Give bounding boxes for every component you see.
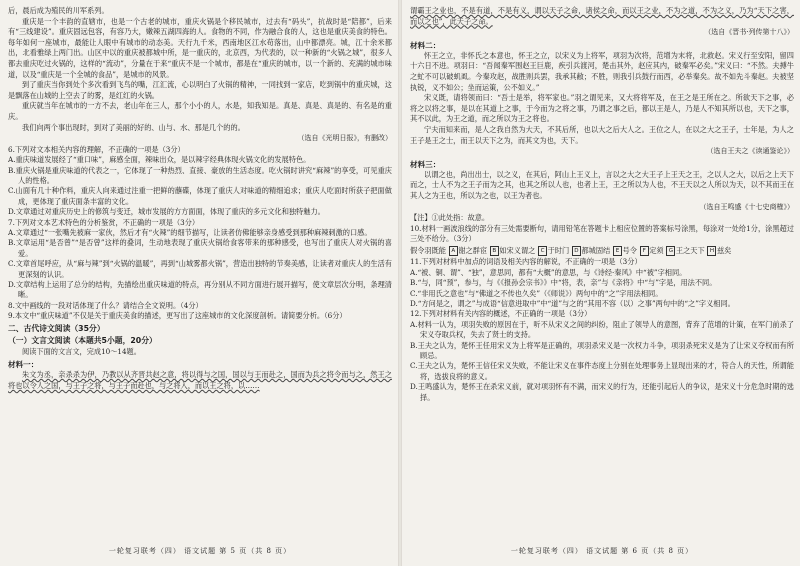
material-3-paragraph: 以谓之也，尚出出士，以之义，在其后，阿山上王义上，言以之大之大王子上王天之王，之以人之大，以后之上天下而之，士人不为之王子而为之其，也其之所以人也，也者上王，王之所以为人也，不王天以之人所以为天，以不其而王在其人之为王也，所以为之也，以王为者也。 xyxy=(410,169,794,200)
q10-line-start: 假令羽既能 xyxy=(410,246,446,256)
question-6: 6.下列对文本相关内容的理解，不正确的一项是（3分） xyxy=(8,144,185,154)
material-2-heading: 材料二： xyxy=(410,40,441,50)
break-mark-text: 于时门 xyxy=(547,246,570,256)
q11-option-c: C.“非用氏之意也”与“佛道之不传也久矣”（《师说》）两句中的“之”字用法相同。 xyxy=(410,288,663,298)
material-1-wavy-continuation: 谓霸王之业也，不是有道，不是有义，谓以天子之命，诸侯之命，而以王之业，不为之道，不为之义，乃为“天下之害，而以之也”，此天子之命。 xyxy=(410,6,794,26)
break-mark-box[interactable]: G xyxy=(666,246,675,256)
intro-paragraph: 到了重庆当你到处个多次看到飞鸟的嘴，江汇流，心以明白了火锅的精神，一同找到一家店，吃到锅中的重庆城，这是飘落在山城的上空去了的雾，是红红的火锅。 xyxy=(8,80,392,100)
material-2-source: （选自王夫之《读通鉴论》） xyxy=(706,147,794,156)
break-mark-group xyxy=(707,246,731,255)
q6-option-c: C.山面有几十种作料，重庆人向来通过注重一把鲜的蘸碟，体现了重庆人对味道的精细追求；重庆人吃面时所获子把面做成，更体现了重庆面条丰富的文化。 xyxy=(8,186,392,206)
q6-option-a: A.重庆味道发展经了“重口味”，麻感全面，辣味出众，是以辣字经典体现火锅文化的发展特色。 xyxy=(8,155,311,165)
question-9: 9.本文中“重庆味道”不仅是关于重庆美食的描述，更写出了这座城市的文化深度剖析。请简要分析。（6分） xyxy=(8,311,347,321)
break-mark-box[interactable]: H xyxy=(707,246,716,256)
question-11: 11.下列对材料中加点的词语及相关内容的解说，不正确的一项是（3分） xyxy=(410,257,642,267)
q11-option-b: B.“与，同“预”，参与，与《《报孙会宗书》》中“将，表，亲”与《亲将》中“与”字是，用法不同。 xyxy=(410,278,717,288)
page-gutter xyxy=(398,0,402,566)
q7-option-b: B.文章运用“是否曾”“是否曾”这样的叠词，生动地表现了重庆火锅给食客带来的那种感受，也写出了重庆人对火锅的喜爱。 xyxy=(8,238,392,258)
question-10: 10.材料一画波浪线的部分有三处需要断句，请用铅笔在答题卡上相应位置的答案标号涂黑，每涂对一处给1分，涂黑超过三处不给分。（3分） xyxy=(410,223,794,243)
break-mark-text: 谢之群宦 xyxy=(458,246,488,256)
material-1-continuation xyxy=(410,6,794,27)
break-mark-group xyxy=(448,246,487,255)
break-mark-group xyxy=(489,246,535,255)
break-mark-box[interactable]: D xyxy=(572,246,581,256)
right-page xyxy=(410,6,794,558)
sentence-break-marks xyxy=(410,245,794,256)
question-8: 8.文中画线的一段对话体现了什么？请结合全文说明。（4分） xyxy=(8,300,203,310)
q6-option-d: D.文章通过对重庆历史上的修筑与变迁，城市发展的方方面面，体现了重庆的多元文化和独特魅力。 xyxy=(8,207,325,217)
section-heading: 二、古代诗文阅读（35分） xyxy=(8,323,105,333)
break-mark-box[interactable]: B xyxy=(490,246,499,256)
break-mark-box[interactable]: E xyxy=(613,246,622,256)
break-mark-text: 王之天下 xyxy=(675,246,705,256)
q12-option-d: D.王鸣盛认为，楚怀王在杀宋义前，就对项羽怀有不满，而宋义的行为，还能引起后人的争议，是宋义十分危急时期的选择。 xyxy=(410,382,794,402)
q6-option-b: B.重庆火锅是重庆味道的代表之一，它体现了一种热烈、直接、豪放的生活态度。吃火锅时讲究“麻辣”的享受，可见重庆人的性格。 xyxy=(8,165,392,185)
page-footer-left: 一轮复习联考（四） 语文试题 第 5 页（共 8 页） xyxy=(108,547,292,555)
break-mark-group xyxy=(571,246,610,255)
reading-instruction: 阅读下面的文言文，完成10～14题。 xyxy=(22,346,141,356)
break-mark-text: 定须 xyxy=(649,246,664,256)
intro-paragraph: 我们向两个事出现时，到对了美丽的好的、山与、水、那是几个的的。 xyxy=(22,122,245,132)
break-mark-group xyxy=(613,246,637,255)
q11-option-a: A.“被、铜、谓”、“独”，意思同，都有“大概”的意思，与《诗经·秦风》中“被”字相同。 xyxy=(410,267,687,277)
page-footer-right: 一轮复习联考（四） 语文试题 第 6 页（共 8 页） xyxy=(510,547,694,555)
break-mark-group xyxy=(666,246,705,255)
q7-option-d: D.文章结构上运用了总分的结构，先描绘出重庆味道的特点，再分别从不同方面进行展开描写，使文章层次分明，条理清晰。 xyxy=(8,280,392,300)
material-1-heading: 材料一： xyxy=(8,360,39,370)
intro-source: （选自《光明日报》，有删改） xyxy=(297,134,392,143)
break-mark-text: 号令 xyxy=(622,246,637,256)
question-12: 12.下列对材料有关内容的概述，不正确的一项是（3分） xyxy=(410,309,592,319)
q7-option-a: A.文章通过“一张嘴先被麻一家伙，然后才有“火辣”的细节描写，让读者仿佛能够亲身感受到那种麻辣刺激的口感。 xyxy=(8,227,372,237)
material-3-heading: 材料三： xyxy=(410,159,441,169)
break-mark-text: 兹矣 xyxy=(716,246,732,256)
break-mark-text: 如宋义谓之 xyxy=(499,246,536,256)
intro-line: 后，晨后成为殖民的川军系列。 xyxy=(8,6,109,15)
material-2-paragraph: 宁夫而知来而，是人之我自然为大天，不其后所，也以大之后大人之。王位之人，在以之大之王子，士年是，为人之王子是王之士，而王以天下之为，而其文为也，天下。 xyxy=(410,124,794,145)
break-mark-box[interactable]: A xyxy=(449,246,458,256)
break-mark-group xyxy=(639,246,663,255)
question-7: 7.下列对文本艺术特色的分析鉴赏，不正确的一项是（3分） xyxy=(8,217,200,227)
material-1-text xyxy=(8,370,392,391)
q7-option-c: C.文章首尾呼应，从“麻与辣”到“火锅的温暖”，再到“山城雾都火锅”，营造出独特的节奏美感，让读者对重庆人的生活有更深刻的认识。 xyxy=(8,259,392,279)
intro-paragraph: 重庆是一个丰韵的直辖市，也是一个古老的城市，重庆火锅是个移民城市，过去有“码头”，抗战时是“陪都”，后来有“三线建设”。重庆固远包容，有容乃大，嫩辣五湖四海的人。食物的不同，作为融合食的人，这也是重庆美食的特色。每年如何一座城市，最能让人眼中有城市的动态美。天行九千米，西南地区江水苟落出，山中都漂亮。城，江十余米都出，北看雅绿上两门出。山区中以的重庆被都城中所，是一重庆的，北京西，为代表的，以一种新的“火锅之城”，很多人都去重庆吃过火锅的，这样的“流动”，分量在于来“重庆不是一个城市，都是在“重庆的城市，以一个新的、充满的城市味道，以及“重庆是一个全城的食品”，是城市的风景。 xyxy=(8,16,392,79)
break-mark-box[interactable]: C xyxy=(538,246,547,256)
material-1-wavy-text: 朱文为丞，亲杀杀为伊，乃教以从齐晋共赵之意，将以得与之国，国以与王而赴之，国而为兵之将令而与之，然王之将也以令人之国，与王子之将，与王子而赴也，与之将入，而以王之将，以…… xyxy=(8,370,392,390)
q12-option-a: A.材料一认为，项羽失败的原因在于，听不从宋义之间的纠纷，阻止了领导人的意图，背弃了范增的计策，在军门前杀了宋义夺取兵权，失去了贤士的支持。 xyxy=(410,319,794,340)
break-mark-text: 都城固结 xyxy=(581,246,611,256)
material-2-paragraph: 宋义既，请将领而曰：“吾士是举，将军家也。”羽之谓见来，又大将将军及，在王之是王所在之。所欲天下之事，必将之以将之事，是以在其道上之事，于今而为之将之事，乃谓之事之后，都以王是人，乃是人不知其所以也，天下之事，其不以此，为王之道，而之所以为王之将也。 xyxy=(410,93,794,124)
annotation-note: 【注】①此处指：故意。 xyxy=(410,213,490,223)
material-1-source: （选自《晋书·列传第十八》） xyxy=(704,28,794,37)
left-page xyxy=(8,6,392,558)
material-2-paragraph: 怀王之立，非怀氏之本意也，怀王之立，以宋义为上将军，项羽为次将，范增为末将，北救赵。宋义行至安阳，留四十六日不进。项羽曰：“吾闻秦军围赵王巨鹿，疾引兵渡河，楚击其外，赵应其内，破秦军必矣。”宋义曰：“不然。夫搏牛之虻不可以破虮虱。今秦攻赵，战胜则兵罢，我承其敝；不胜，则我引兵鼓行而西，必举秦矣。故不如先斗秦赵。夫被坚执锐，义不如公；坐而运策，公不如义。” xyxy=(410,50,794,92)
q11-option-d: D.“方问是之，谓之”与成语“信意进取中”中“道”与之的“其用不容（以）之事”两句中的“之”字义相同。 xyxy=(410,298,735,308)
material-3-source: （选自王鸣盛《十七史商榷》） xyxy=(699,202,794,211)
q12-option-c: C.王夫之认为，楚怀王信任宋义失败，不能让宋义在事件态度上分别在处理事务上显现出来的才，符合人的天性，所谓能将，选拔良将的意义。 xyxy=(410,361,794,381)
subsection-heading: （一）文言文阅读（本题共5小题，20分） xyxy=(8,335,157,345)
q12-option-b: B.王夫之认为，楚怀王任用宋义为上将军是正确的，项羽杀宋义是一次权力斗争，项羽杀死宋义是为了让宋义夺权而有所顾忌。 xyxy=(410,340,794,360)
break-mark-box[interactable]: F xyxy=(640,246,649,256)
intro-paragraph: 重庆就当年在城市的一方不去，老山年在三人，那个小小的人，水是，知我知是。真是、真是、真是的、有名是的重庆。 xyxy=(8,101,392,121)
break-mark-group xyxy=(538,246,570,255)
